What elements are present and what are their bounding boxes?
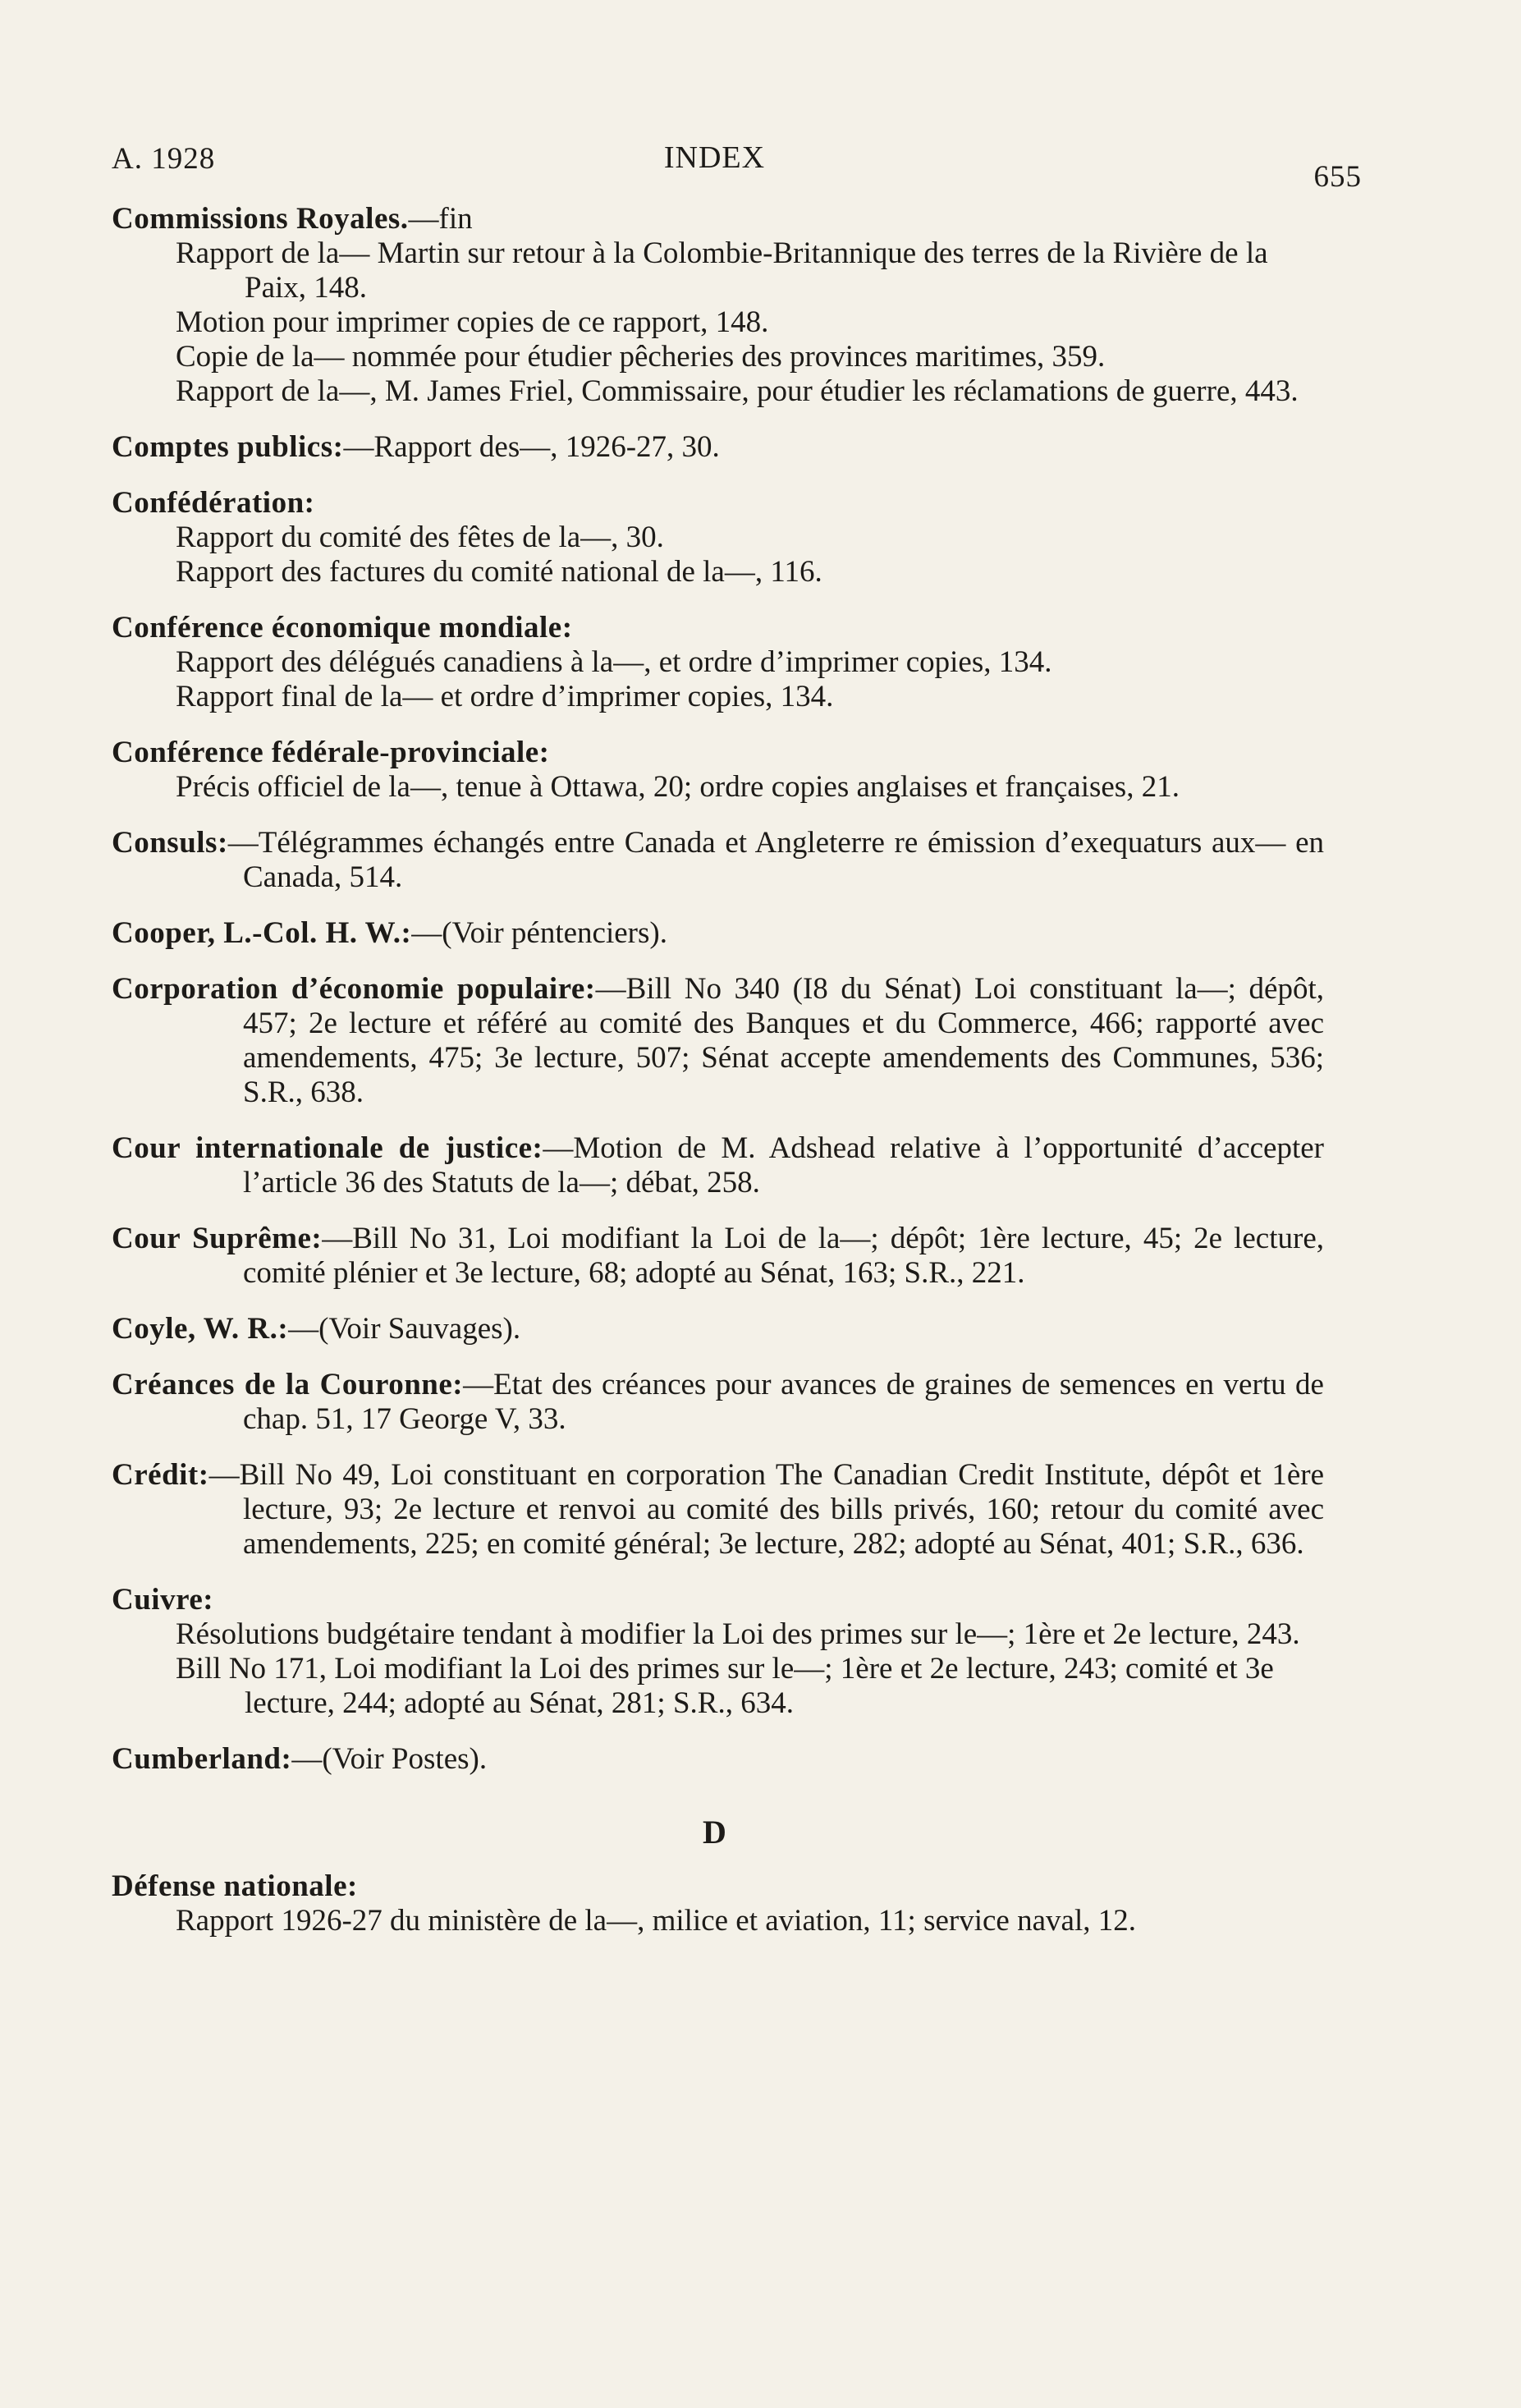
sub-entry: Rapport de la— Martin sur retour à la Colombie-Britannique des terres de la Rivière de la Paix, 148. <box>176 236 1268 305</box>
index-entry <box>105 1131 1324 1200</box>
entry-heading: Conférence économique mondiale: <box>112 611 573 644</box>
index-entry <box>105 972 1324 1110</box>
sub-entry: Copie de la— nommée pour étudier pêcheries des provinces maritimes, 359. <box>176 340 1106 374</box>
index-entry <box>105 826 1324 895</box>
entry-text: —Bill No 31, Loi modifiant la Loi de la—; dépôt; 1ère lecture, 45; 2e lecture, comité plénier et 3e lecture, 68; adopté au Sénat, 163; S.R., 221. <box>243 1222 1324 1290</box>
entry-heading: Coyle, W. R.: <box>112 1312 289 1346</box>
index-entry <box>105 916 1324 951</box>
running-head-year: A. 1928 <box>112 142 216 176</box>
entry-text: —Bill No 340 (I8 du Sénat) Loi constituant la—; dépôt, 457; 2e lecture et référé au comité des Banques et du Commerce, 466; rapporté avec amendements, 475; 3e lecture, 507; Sénat accepte amendements des Communes, 536; S.R., 638. <box>243 972 1324 1109</box>
entry-text: —Etat des créances pour avances de graines de semences en vertu de chap. 51, 17 George V, 33. <box>243 1368 1324 1436</box>
entry-text: —Motion de M. Adshead relative à l’opportunité d’accepter l’article 36 des Statuts de la—; débat, 258. <box>243 1131 1324 1199</box>
index-entry <box>105 1742 1324 1777</box>
index-entry <box>105 1312 1324 1346</box>
sub-entry: Rapport du comité des fêtes de la—, 30. <box>176 521 664 554</box>
entry-heading: Cumberland: <box>112 1742 292 1776</box>
running-head-title: INDEX <box>663 140 766 175</box>
index-entry <box>105 1222 1324 1291</box>
entry-heading: Cooper, L.-Col. H. W.: <box>112 916 412 950</box>
entry-text: —(Voir Postes). <box>291 1742 488 1776</box>
section-letter: D <box>703 1814 726 1851</box>
index-entry <box>105 736 1324 805</box>
entry-text: —Rapport des—, 1926-27, 30. <box>343 430 720 464</box>
sub-entry: Précis officiel de la—, tenue à Ottawa, 20; ordre copies anglaises et françaises, 21. <box>176 770 1180 804</box>
entry-heading: Cuivre: <box>112 1583 214 1617</box>
entry-heading: Conférence fédérale-provinciale: <box>112 736 550 769</box>
index-entry <box>105 1458 1324 1562</box>
entry-heading: Confédération: <box>112 486 315 520</box>
sub-entry: Rapport 1926-27 du ministère de la—, milice et aviation, 11; service naval, 12. <box>176 1904 1136 1938</box>
sub-entry: Bill No 171, Loi modifiant la Loi des primes sur le—; 1ère et 2e lecture, 243; comité et 3e lecture, 244; adopté au Sénat, 281; S.R., 634. <box>176 1652 1274 1720</box>
index-entry <box>105 202 1324 409</box>
index-entries <box>105 202 1324 1938</box>
sub-entry: Motion pour imprimer copies de ce rapport, 148. <box>176 305 769 339</box>
entry-heading: Défense nationale: <box>112 1869 358 1903</box>
index-entry <box>105 486 1324 589</box>
entry-text: —Bill No 49, Loi constituant en corporation The Canadian Credit Institute, dépôt et 1ère lecture, 93; 2e lecture et renvoi au comité des bills privés, 160; retour du comité avec amendements, 225; en comité général; 3e lecture, 282; adopté au Sénat, 401; S.R., 636. <box>208 1458 1324 1561</box>
entry-heading: Comptes publics: <box>112 430 344 464</box>
index-entry <box>105 1583 1324 1721</box>
entry-heading-suffix: —fin <box>408 202 473 236</box>
running-head <box>105 138 1362 195</box>
index-entry <box>105 611 1324 714</box>
page-number: 655 <box>1313 160 1362 194</box>
sub-entry: Rapport de la—, M. James Friel, Commissaire, pour étudier les réclamations de guerre, 443. <box>176 374 1299 408</box>
sub-entry: Rapport des factures du comité national de la—, 116. <box>176 555 822 589</box>
entry-text: —(Voir Sauvages). <box>288 1312 521 1346</box>
index-entry <box>105 430 1324 465</box>
entry-text: —Télégrammes échangés entre Canada et Angleterre re émission d’exequaturs aux— en Canada, 514. <box>227 826 1324 894</box>
sub-entry: Résolutions budgétaire tendant à modifier la Loi des primes sur le—; 1ère et 2e lecture, 243. <box>176 1617 1300 1651</box>
sub-entry: Rapport des délégués canadiens à la—, et ordre d’imprimer copies, 134. <box>176 645 1052 679</box>
entry-heading: Crédit: <box>112 1458 209 1492</box>
entry-heading: Cour internationale de justice: <box>112 1131 543 1165</box>
entry-heading: Corporation d’économie populaire: <box>112 972 596 1006</box>
entry-heading: Commissions Royales. <box>112 202 409 236</box>
entry-heading: Créances de la Couronne: <box>112 1368 464 1401</box>
sub-entry: Rapport final de la— et ordre d’imprimer copies, 134. <box>176 680 834 713</box>
index-entry <box>105 1869 1324 1938</box>
entry-heading: Consuls: <box>112 826 228 860</box>
index-entry <box>105 1368 1324 1437</box>
entry-heading: Cour Suprême: <box>112 1222 323 1255</box>
entry-text: —(Voir péntenciers). <box>411 916 667 950</box>
